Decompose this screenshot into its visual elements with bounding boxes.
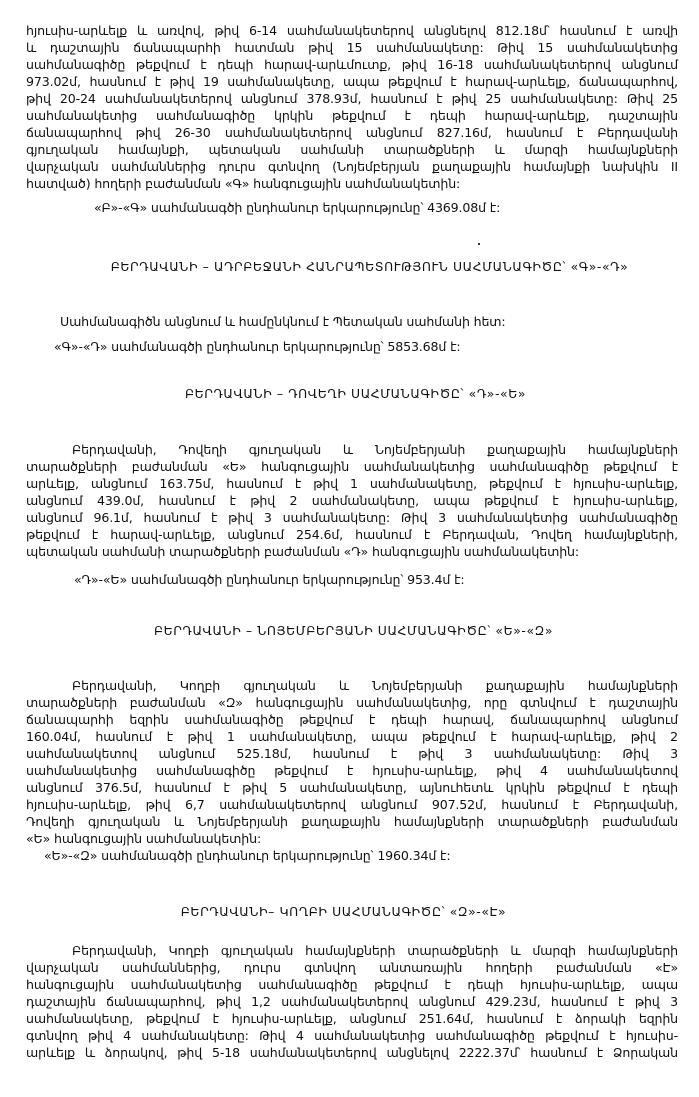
text-line: դաշտային ճանապարհով, թիվ 1,2 սահմանակետերով անցնում 429.23մ, հասնում է թիվ 3 bbox=[26, 994, 678, 1009]
text-line: անցնում 439.0մ, հասնում է թիվ 2 սահմանակետը, ապա թեքվում է հյուսիս-արևելք, bbox=[26, 493, 678, 508]
text-line: 160.04մ, հասնում է թիվ 1 սահմանակետը, ապա թեքվում է հարավ-արևելք, թիվ 2 bbox=[26, 729, 678, 744]
text-line: սահմանակետը, թեքվում է հյուսիս-արևելք, անցնում 251.64մ, հասնում է ձորակի եզրին bbox=[26, 1011, 678, 1026]
text-line: Բերդավանի, Կողբի գյուղական և Նոյեմբերյանի քաղաքային համայնքների bbox=[72, 678, 678, 693]
text-line: ճանապարհով թիվ 26-30 սահմանակետերով անցնում 827.16մ, հասնում է Բերդավանի bbox=[26, 125, 678, 140]
section-heading-d-e: ԲԵՐԴԱՎԱՆԻ – ԴՈՎԵՂԻ ՍԱՀՄԱՆԱԳԻԾԸ՝ «Դ»-«Ե» bbox=[184, 386, 527, 401]
text-line: սահմանագիծը թեքվում է դեպի հարավ-արևմուտք, թիվ 16-18 սահմանակետերով անցնում bbox=[26, 57, 678, 72]
text-line: թեքվում է հարավ-արևելք, անցնում 254.6մ, հասնում է Բերդավան, Դովեղ համայնքների, bbox=[26, 527, 678, 542]
text-line: արևելք և ձորակով, թիվ 5-18 սահմանակետերով անցնելով 2222.37մ՝ հասնում է Ձորական bbox=[26, 1045, 678, 1060]
text-line: վարչական սահմաններից, դուրս գտնվող անտառային հողերի բաժանման «Է» bbox=[26, 960, 678, 975]
text-line: վարչական սահմաններից դուրս գտնվող (Նոյեմբերյան քաղաքային համայնքի նախկին II bbox=[26, 159, 678, 174]
text-line: թիվ 20-24 սահմանակետերով անցնում 378.93մ, հասնում է թիվ 25 սահմանակետը: Թիվ 25 bbox=[26, 91, 678, 106]
text-line: Բերդավանի, Կողբի գյուղական համայնքների տարածքների և մարզի համայնքների bbox=[72, 943, 678, 958]
text-line: և դաշտային ճանապարհի հատման թիվ 15 սահմանակետը: Թիվ 15 սահմանակետից bbox=[26, 40, 678, 55]
text-line: հանգուցային սահմանակետից սահմանագիծը թեքվում է դեպի հյուսիս-արևելք, ապա bbox=[26, 977, 678, 992]
text-line: գտնվող թիվ 4 սահմանակետը: Թիվ 4 սահմանակետից սահմանագիծը թեքվում է հյուսիս- bbox=[26, 1028, 678, 1043]
text-line: հատված) հողերի բաժանման «Գ» հանգուցային սահմանակետին: bbox=[26, 176, 461, 191]
section-length-summary: «Գ»-«Դ» սահմանագծի ընդհանուր երկարությունը՝ 5853.68մ է: bbox=[54, 339, 461, 354]
text-line: ճանապարհի եզրին սահմանագիծը թեքվում է դեպի հարավ, ճանապարհով անցնում bbox=[26, 712, 678, 727]
text-line: հյուսիս-արևելք, թիվ 6,7 սահմանակետերով անցնում 907.52մ, հասնում է Բերդավանի, bbox=[26, 797, 678, 812]
section-length-summary: «Ե»-«Զ» սահմանագծի ընդհանուր երկարությունը՝ 1960.34մ է: bbox=[44, 848, 451, 863]
text-line: տարածքների բաժանման «Ե» հանգուցային սահմանակետից սահմանագիծը թեքվում է bbox=[26, 459, 678, 474]
text-line: անցնում 96.1մ, հասնում է թիվ 3 սահմանակետը: Թիվ 3 սահմանակետից սահմանագիծը bbox=[26, 510, 678, 525]
section-heading-z-e: ԲԵՐԴԱՎԱՆԻ– ԿՈՂԲԻ ՍԱՀՄԱՆԱԳԻԾԸ՝ «Զ»-«Է» bbox=[180, 904, 507, 919]
text-line: տարածքների բաժանման «Զ» հանգուցային սահմանակետից, որը գտնվում է դաշտային bbox=[26, 695, 678, 710]
text-line: «Ե» հանգուցային սահմանակետին: bbox=[26, 831, 262, 846]
text-line: պետական սահմանի տարածքների բաժանման «Դ» հանգուցային սահմանակետին: bbox=[26, 544, 579, 559]
text-line: Սահմանագիծն անցնում և համընկնում է Պետական սահմանի հետ: bbox=[60, 314, 506, 329]
scan-speck bbox=[478, 243, 480, 245]
section-length-summary: «Դ»-«Ե» սահմանագծի ընդհանուր երկարությունը՝ 953.4մ է: bbox=[74, 572, 465, 587]
text-line: Բերդավանի, Դովեղի գյուղական և Նոյեմբերյանի քաղաքային համայնքների bbox=[72, 442, 678, 457]
section-length-summary: «Բ»-«Գ» սահմանագծի ընդհանուր երկարությունը՝ 4369.08մ է: bbox=[94, 200, 501, 215]
section-heading-e-z: ԲԵՐԴԱՎԱՆԻ – ՆՈՅԵՄԲԵՐՅԱՆԻ ՍԱՀՄԱՆԱԳԻԾԸ՝ «Ե»-«Զ» bbox=[153, 623, 554, 638]
text-line: սահմանակետից սահմանագիծը կրկին թեքվում է դեպի հարավ-արևելք, դաշտային bbox=[26, 108, 678, 123]
text-line: հյուսիս-արևելք և առվով, թիվ 6-14 սահմանակետերով անցնելով 812.18մ՝ հասնում է առվի bbox=[26, 23, 678, 38]
text-line: 973.02մ, հասնում է թիվ 19 սահմանակետը, ապա թեքվում է հարավ-արևելք, ճանապարհով, bbox=[26, 74, 678, 89]
text-line: գյուղական համայնքի, պետական սահմանի տարածքների և մարզի համայնքների bbox=[26, 142, 678, 157]
section-heading-g-d: ԲԵՐԴԱՎԱՆԻ – ԱԴՐԲԵՋԱՆԻ ՀԱՆՐԱՊԵՏՈՒԹՅՈՒՆ ՍԱՀՄԱՆԱԳԻԾԸ՝ «Գ»-«Դ» bbox=[110, 259, 629, 274]
text-line: սահմանակետով անցնում 525.18մ, հասնում է թիվ 3 սահմանակետը: Թիվ 3 bbox=[26, 746, 678, 761]
text-line: արևելք, անցնում 163.75մ, հասնում է թիվ 1 սահմանակետը, թեքվում է հյուսիս-արևելք, bbox=[26, 476, 678, 491]
text-line: անցնում 376.5մ, հասնում է թիվ 5 սահմանակետը, այնուհետև կրկին թեքվում է դեպի bbox=[26, 780, 678, 795]
text-line: Դովեղի գյուղական և Նոյեմբերյանի քաղաքային համայնքների տարածքների բաժանման bbox=[26, 814, 678, 829]
text-line: սահմանակետից սահմանագիծը թեքվում է հյուսիս-արևելք, թիվ 4 սահմանակետով bbox=[26, 763, 678, 778]
